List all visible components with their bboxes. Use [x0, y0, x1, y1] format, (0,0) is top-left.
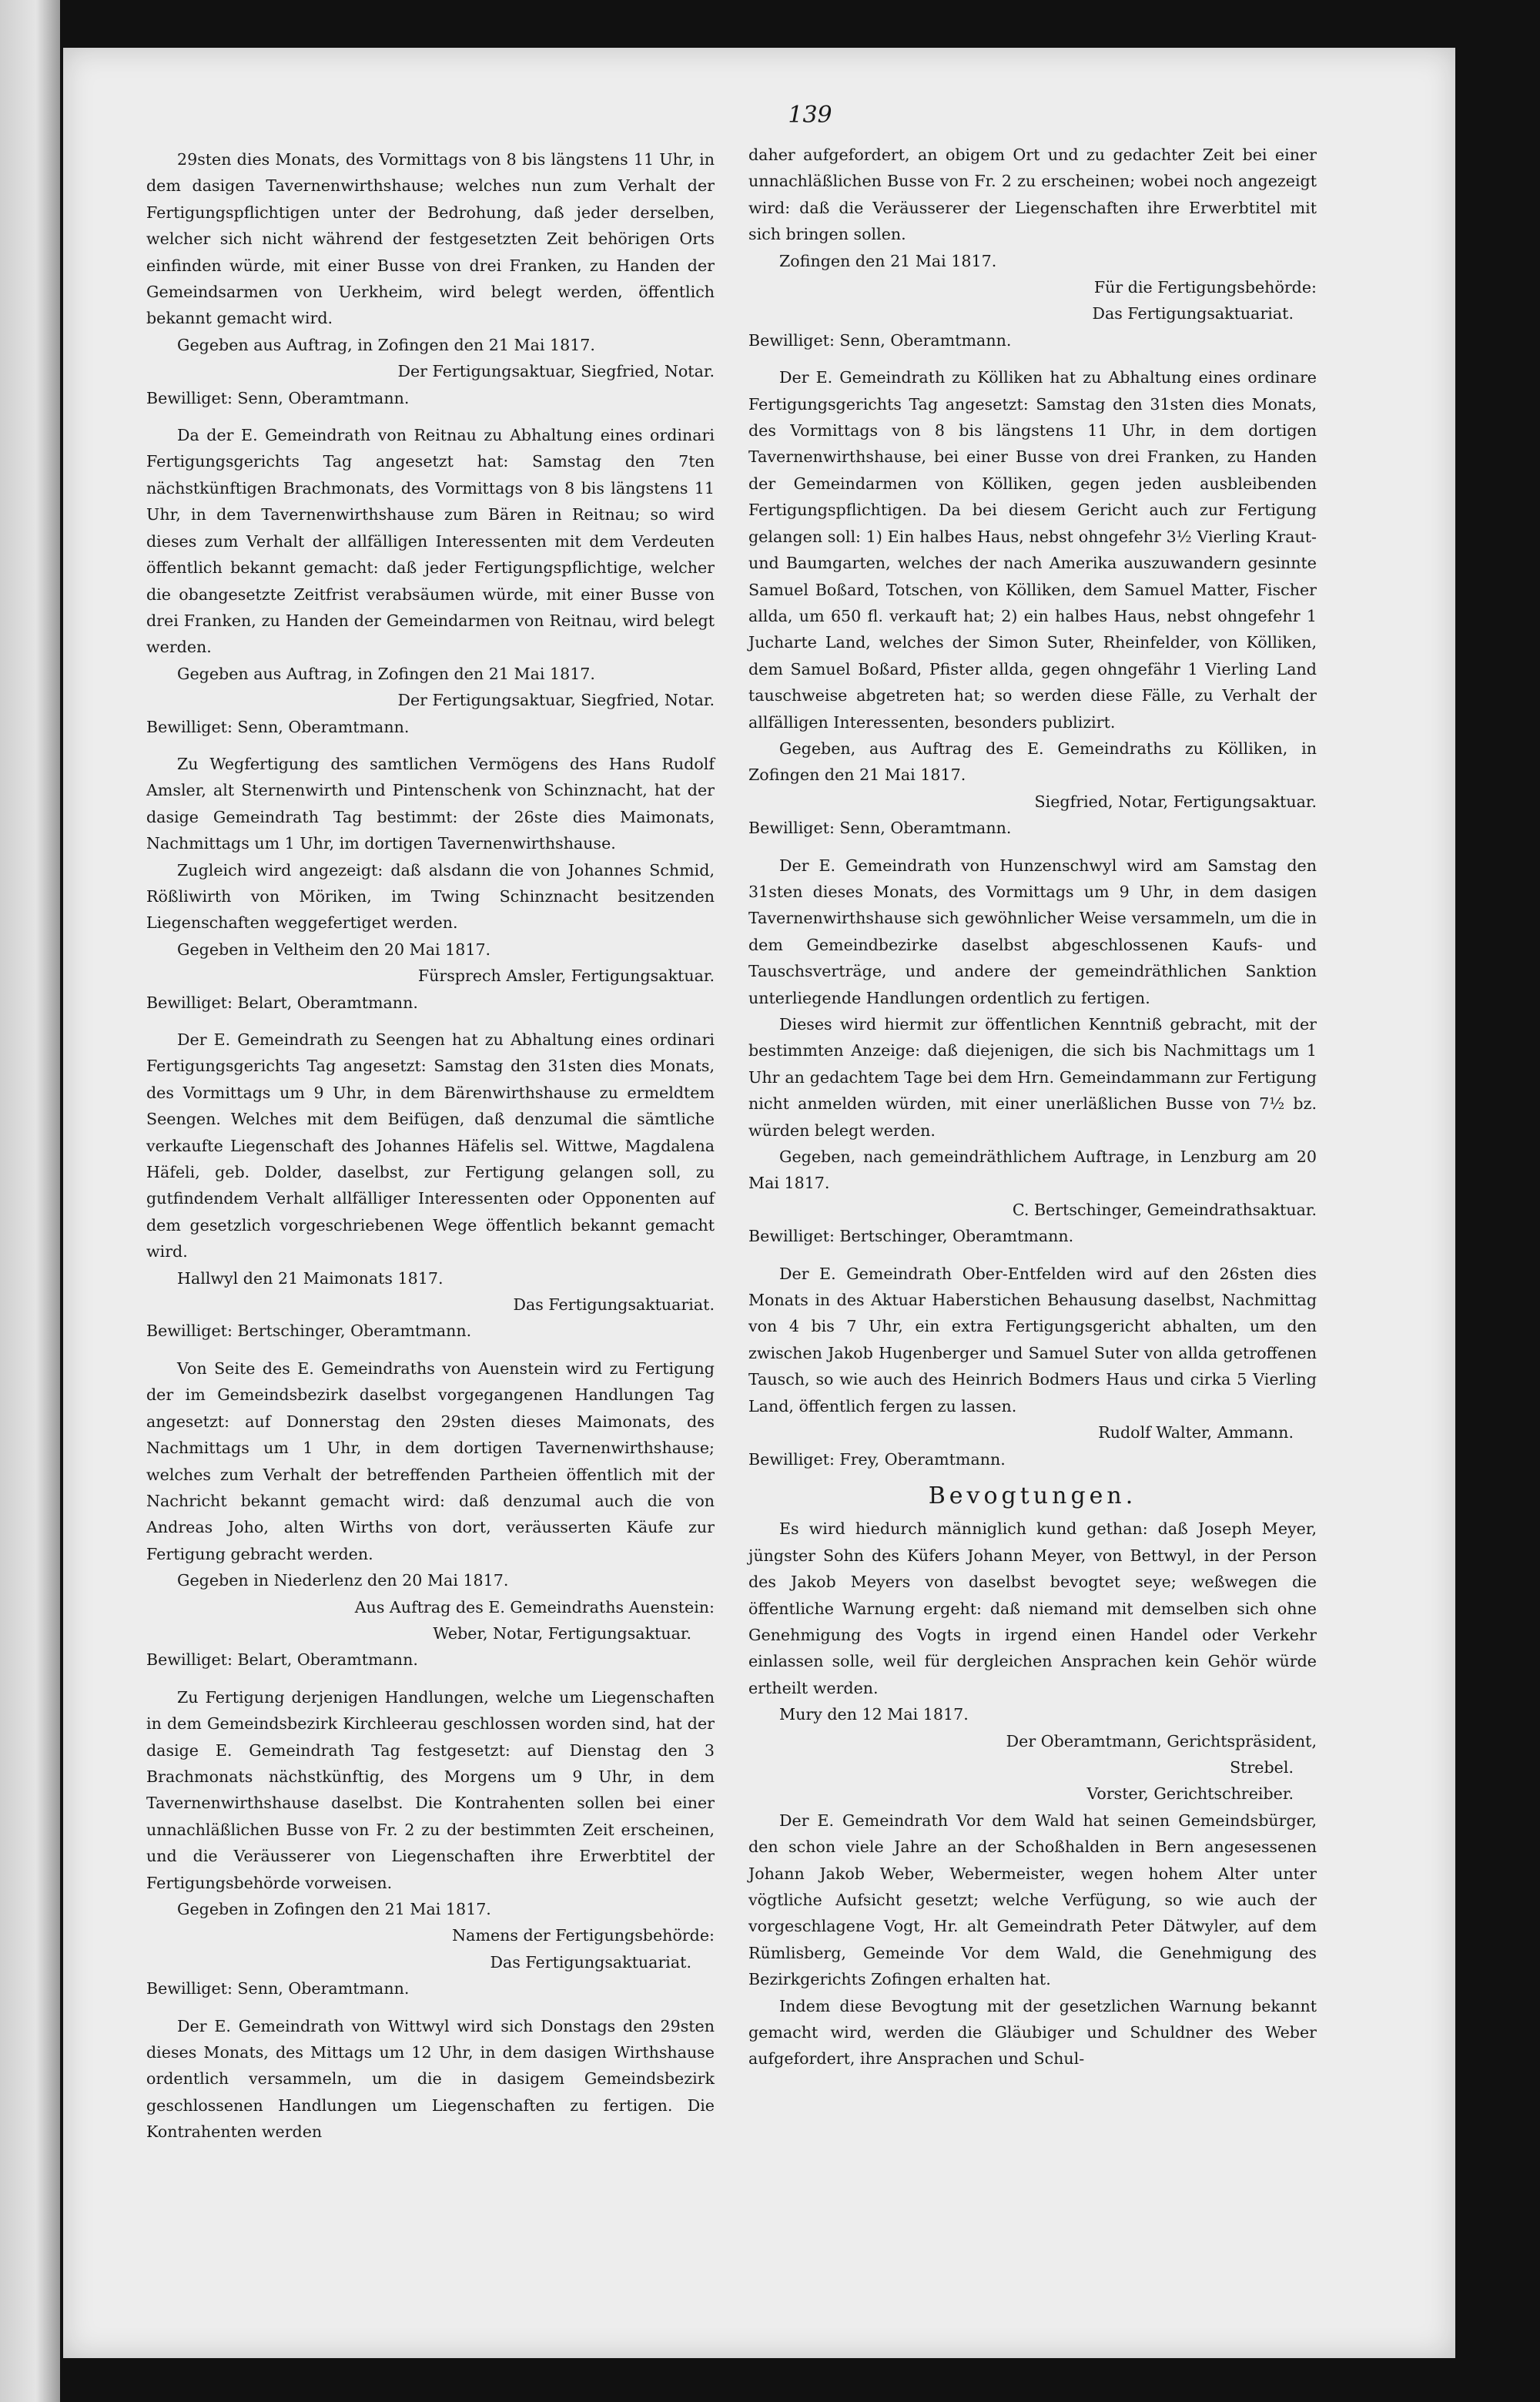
notice-signature: Rudolf Walter, Ammann. — [1098, 1423, 1294, 1442]
notice-approval: Bewilliget: Senn, Oberamtmann. — [748, 819, 1012, 838]
notice-approval: Bewilliget: Bertschinger, Oberamtmann. — [146, 1322, 472, 1341]
notice-paragraph: Von Seite des E. Gemeindraths von Auenstein wird zu Fertigung der im Gemeindsbezirk daselbst vorgegangenen Handlungen Tag angesetzt: auf Donnerstag den 29sten dieses Maimonats, des Nachmittags um 1 Uhr, in dem dortigen Tavernenwirthshause; welches zum Verhalt der betreffenden Partheien öffentlich mit der Nachricht bekannt gemacht wird: daß denzumal auch die von Andreas Joho, alten Wirths von dort, veräusserten Käufe zur Fertigung gebracht werden. — [146, 1358, 715, 1563]
notice-paragraph: Dieses wird hiermit zur öffentlichen Kenntniß gebracht, mit der bestimmten Anzeige: daß diejenigen, die sich bis Nachmittags um 1 Uhr an gedachtem Tage bei dem Hrn. Gemeindammann zur Fertigung nicht anmelden würden, mit einer unerläßlichen Busse von 7½ bz. würden belegt werden. — [748, 1015, 1317, 1140]
notice-paragraph: 29sten dies Monats, des Vormittags von 8 bis längstens 11 Uhr, in dem dasigen Tavernenwirthshause; welches nun zum Verhalt der Fertigungspflichtigen unter der Bedrohung, daß jeder derselben, welcher sich nicht während der festgesetzten Zeit behörigen Orts einfinden würde, mit einer Busse von drei Franken, zu Handen der Gemeindsarmen von Uerkheim, wird belegt werden, öffentlich bekannt gemacht wird. — [146, 150, 715, 328]
notice-signature: Weber, Notar, Fertigungsaktuar. — [433, 1623, 691, 1643]
document-page — [63, 48, 1455, 2358]
notice-approval: Bewilliget: Bertschinger, Oberamtmann. — [748, 1227, 1074, 1246]
notice-signature: Das Fertigungsaktuariat. — [490, 1952, 691, 1972]
notice-approval: Bewilliget: Belart, Oberamtmann. — [146, 993, 418, 1012]
notice-signature: Aus Auftrag des E. Gemeindraths Auenstein: — [354, 1597, 715, 1616]
right-column — [748, 142, 1317, 2072]
notice-signature: Der Oberamtmann, Gerichtspräsident, — [1006, 1731, 1317, 1750]
notice-signature: Der Fertigungsaktuar, Siegfried, Notar. — [397, 691, 715, 710]
notice-approval: Bewilliget: Senn, Oberamtmann. — [146, 1979, 410, 1998]
notice-date: Mury den 12 Mai 1817. — [779, 1705, 969, 1724]
notice-paragraph: Der E. Gemeindrath zu Seengen hat zu Abhaltung eines ordinari Fertigungsgerichts Tag angesetzt: Samstag den 31sten dies Monats, des Vormittags um 9 Uhr, in dem Bärenwirthshause zu ermeldtem Seengen. Welches mit dem Beifügen, daß denzumal die sämtliche verkaufte Liegenschaft des Johannes Häfelis sel. Wittwe, Magdalena Häfeli, geb. Dolder, daselbst, zur Fertigung gelangen soll, zu gutfindendem Verhalt allfälliger Interessenten oder Opponenten auf dem gesetzlich vorgeschriebenen Wege öffentlich bekannt gemacht wird. — [146, 1030, 715, 1261]
notice-approval: Bewilliget: Frey, Oberamtmann. — [748, 1449, 1006, 1469]
notice-paragraph: Der E. Gemeindrath Ober-Entfelden wird auf den 26sten dies Monats in des Aktuar Haberstichen Behausung daselbst, Nachmittag von 4 bis 7 Uhr, ein extra Fertigungsgericht abhalten, um den zwischen Jakob Hugenberger und Samuel Suter von allda getroffenen Tausch, so wie auch des Heinrich Bodmers Haus und cirka 5 Vierling Land, öffentlich fergen zu lassen. — [748, 1264, 1317, 1415]
notice-date: Zofingen den 21 Mai 1817. — [779, 251, 997, 270]
notice-signature: Das Fertigungsaktuariat. — [1092, 304, 1294, 323]
notice-paragraph: Der E. Gemeindrath von Hunzenschwyl wird am Samstag den 31sten dieses Monats, des Vormittags um 9 Uhr, in dem dasigen Tavernenwirthshause sich gewöhnlicher Weise versammeln, um die in dem Gemeindbezirke daselbst abgeschlossenen Kaufs- und Tauschsverträge, und andere der gemeindräthlichen Sanktion unterliegende Handlungen ordentlich zu fertigen. — [748, 856, 1317, 1007]
notice-date: Gegeben in Zofingen den 21 Mai 1817. — [177, 1900, 491, 1918]
notice-date: Gegeben aus Auftrag, in Zofingen den 21 Mai 1817. — [177, 335, 595, 354]
notice-approval: Bewilliget: Belart, Oberamtmann. — [146, 1650, 418, 1670]
notice-paragraph-continued: daher aufgefordert, an obigem Ort und zu gedachter Zeit bei einer unnachläßlichen Busse von Fr. 2 zu erscheinen; wobei noch angezeigt wird: daß die Veräusserer der Liegenschaften ihre Erwerbtitel mit sich bringen sollen. — [748, 146, 1317, 244]
notice-paragraph: Der E. Gemeindrath zu Kölliken hat zu Abhaltung eines ordinare Fertigungsgerichts Tag angesetzt: Samstag den 31sten dies Monats, des Vormittags von 8 bis längstens 11 Uhr, in dem dortigen Tavernenwirthshause, bei einer Busse von drei Franken, zu Handen der Gemeindarmen von Kölliken, gegen jeden ausbleibenden Fertigungspflichtigen. Da bei diesem Gericht auch zur Fertigung gelangen soll: 1) Ein halbes Haus, nebst ohngefehr 3½ Vierling Kraut- und Baumgarten, welches der nach Amerika auszuwandern gesinnte Samuel Boßard, Totschen, von Kölliken, dem Samuel Matter, Fischer allda, um 650 fl. verkauft hat; 2) ein halbes Haus, nebst ohngefehr 1 Jucharte Land, welches der Simon Suter, Rheinfelder, von Kölliken, dem Samuel Boßard, Pfister allda, gegen ohngefähr 1 Vierling Land tauschweise abgetreten hat; so werden diese Fälle, zu Verhalt der allfälligen Interessenten, besonders publizirt. — [748, 368, 1317, 732]
notice-approval: Bewilliget: Senn, Oberamtmann. — [146, 717, 410, 736]
notice-signature: Siegfried, Notar, Fertigungsaktuar. — [1034, 792, 1317, 811]
adjacent-page-edge — [0, 0, 60, 2402]
notice-signature: C. Bertschinger, Gemeindrathsaktuar. — [1012, 1200, 1317, 1219]
notice-paragraph: Da der E. Gemeindrath von Reitnau zu Abhaltung eines ordinari Fertigungsgerichts Tag angesetzt hat: Samstag den 7ten nächstkünftigen Brachmonats, des Vormittags von 8 bis längstens 11 Uhr, in dem Tavernenwirthshause zum Bären in Reitnau; so wird dieses zum Verhalt der allfälligen Interessenten mit dem Verdeuten öffentlich bekannt gemacht: daß jeder Fertigungspflichtige, welcher die obangesetzte Zeitfrist verabsäumen würde, mit einer Busse von drei Franken, zu Handen der Gemeindarmen von Reitnau, wird belegt werden. — [146, 426, 715, 657]
notice-date: Hallwyl den 21 Maimonats 1817. — [177, 1268, 444, 1288]
notice-paragraph: Zu Fertigung derjenigen Handlungen, welche um Liegenschaften in dem Gemeindsbezirk Kirchleerau geschlossen worden sind, hat der dasige E. Gemeindrath Tag festgesetzt: auf Dienstag den 3 Brachmonats nächstkünftig, des Morgens um 9 Uhr, in dem Tavernenwirthshause daselbst. Die Kontrahenten sollen bei einer unnachläßlichen Busse von Fr. 2 zu der bestimmten Zeit erscheinen, und die Veräusserer von Liegenschaften ihre Erwerbtitel der Fertigungsbehörde vorweisen. — [146, 1687, 715, 1892]
notice-signature: Das Fertigungsaktuariat. — [513, 1295, 715, 1315]
notice-signature: Für die Fertigungsbehörde: — [1093, 278, 1317, 297]
notice-date: Gegeben in Veltheim den 20 Mai 1817. — [177, 940, 491, 959]
notice-paragraph: Es wird hiedurch männiglich kund gethan: daß Joseph Meyer, jüngster Sohn des Küfers Johann Meyer, von Bettwyl, in der Person des Jakob Meyers von daselbst bevogtet seye; weßwegen die öffentliche Warnung ergeht: daß niemand mit demselben sich ohne Genehmigung des Vogts in irgend einen Handel oder Verkehr einlassen solle, weil für dergleichen Ansprachen kein Gehör würde ertheilt werden. — [748, 1519, 1317, 1697]
notice-date: Gegeben, aus Auftrag des E. Gemeindraths zu Kölliken, in Zofingen den 21 Mai 1817. — [748, 739, 1317, 785]
notice-paragraph: Indem diese Bevogtung mit der gesetzlichen Warnung bekannt gemacht wird, werden die Gläubiger und Schuldner des Weber aufgefordert, ihre Ansprachen und Schul- — [748, 1996, 1317, 2069]
notice-signature: Der Fertigungsaktuar, Siegfried, Notar. — [397, 362, 715, 381]
notice-date: Gegeben, nach gemeindräthlichem Auftrage, in Lenzburg am 20 Mai 1817. — [748, 1147, 1317, 1193]
section-heading: Bevogtungen. — [928, 1482, 1137, 1509]
notice-signature: Fürsprech Amsler, Fertigungsaktuar. — [417, 966, 715, 986]
page-number: 139 — [788, 102, 832, 129]
notice-paragraph: Zu Wegfertigung des samtlichen Vermögens des Hans Rudolf Amsler, alt Sternenwirth und Pintenschenk von Schinznacht, hat der dasige Gemeindrath Tag bestimmt: der 26ste dies Maimonats, Nachmittags um 1 Uhr, im dortigen Tavernenwirthshause. — [146, 754, 715, 853]
left-column — [146, 146, 715, 2146]
notice-paragraph: Zugleich wird angezeigt: daß alsdann die von Johannes Schmid, Rößliwirth von Möriken, im Twing Schinznacht besitzenden Liegenschaften weggefertiget werden. — [146, 860, 715, 933]
notice-date: Gegeben in Niederlenz den 20 Mai 1817. — [177, 1571, 509, 1590]
notice-paragraph: Der E. Gemeindrath Vor dem Wald hat seinen Gemeindsbürger, den schon viele Jahre an der Schoßhalden in Bern angesessenen Johann Jakob Weber, Webermeister, wegen hohem Alter unter vögtliche Aufsicht gesetzt; welche Verfügung, so wie auch der vorgeschlagene Vogt, Hr. alt Gemeindrath Peter Dätwyler, auf dem Rümlisberg, Gemeinde Vor dem Wald, die Genehmigung des Bezirkgerichts Zofingen erhalten hat. — [748, 1811, 1317, 1989]
notice-approval: Bewilliget: Senn, Oberamtmann. — [748, 330, 1012, 350]
notice-paragraph: Der E. Gemeindrath von Wittwyl wird sich Donstags den 29sten dieses Monats, des Mittags um 12 Uhr, in dem dasigen Wirthshause ordentlich versammeln, um die in dasigem Gemeindsbezirk geschlossenen Handlungen um Liegenschaften zu fertigen. Die Kontrahenten werden — [146, 2016, 715, 2142]
notice-date: Gegeben aus Auftrag, in Zofingen den 21 Mai 1817. — [177, 664, 595, 683]
notice-signature: Strebel. — [1230, 1757, 1294, 1777]
notice-approval: Bewilliget: Senn, Oberamtmann. — [146, 388, 410, 407]
notice-signature: Vorster, Gerichtschreiber. — [1086, 1784, 1294, 1804]
notice-signature: Namens der Fertigungsbehörde: — [452, 1926, 715, 1945]
